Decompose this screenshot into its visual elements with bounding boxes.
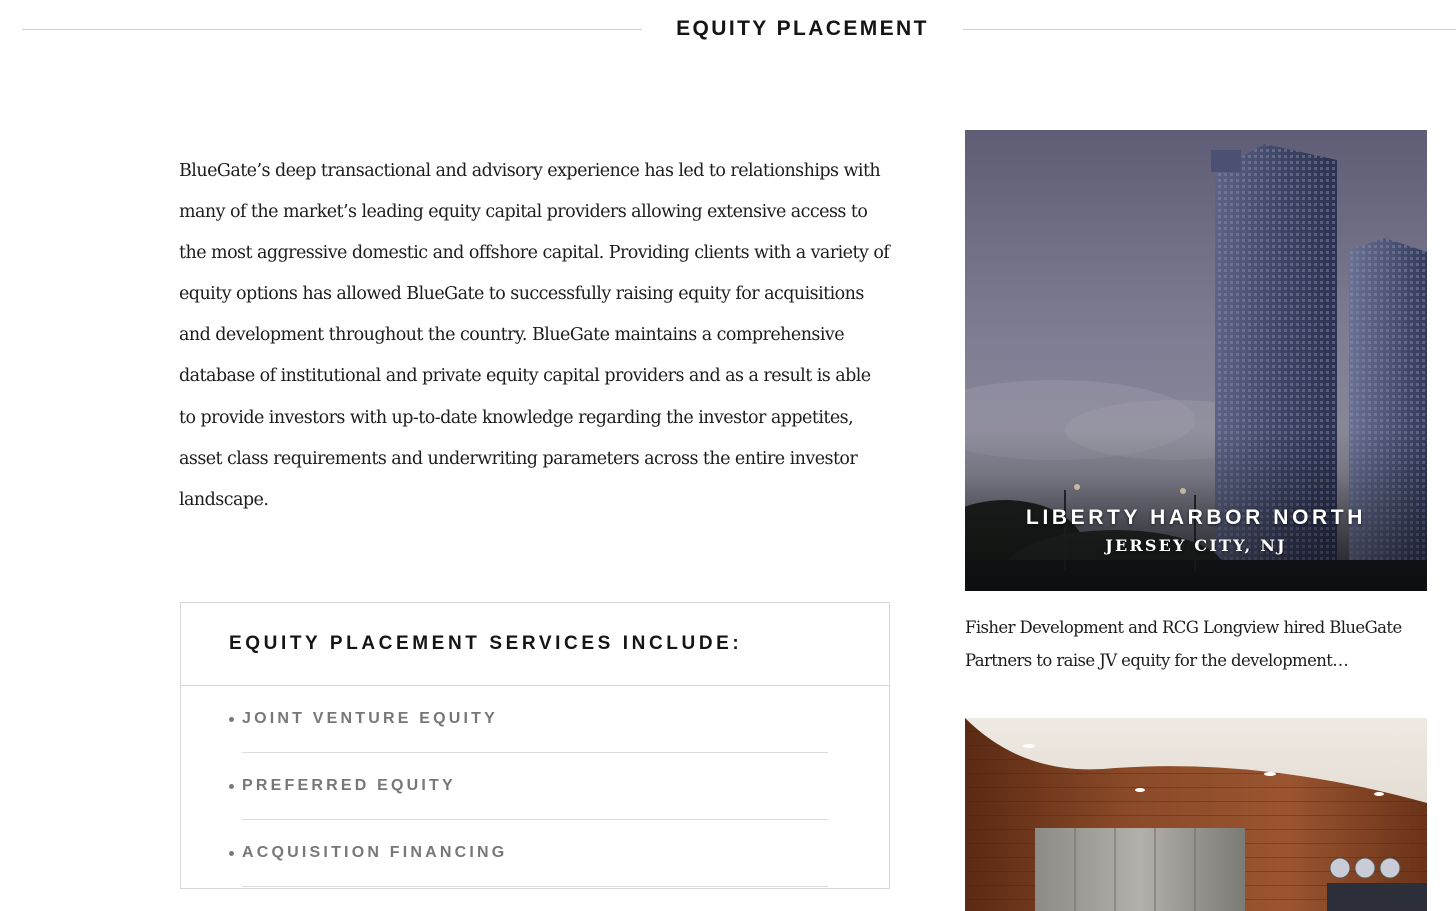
service-item (242, 686, 828, 753)
service-item (242, 753, 828, 820)
service-item (242, 820, 828, 887)
service-label: ACQUISITION FINANCING (242, 844, 508, 861)
bullet-icon (229, 851, 234, 856)
header-divider-right (963, 29, 1456, 30)
service-label: JOINT VENTURE EQUITY (242, 710, 499, 727)
bullet-icon (229, 784, 234, 789)
lobby-photo (965, 718, 1427, 911)
intro-paragraph: BlueGate’s deep transactional and advisory experience has led to relationships with many of the market’s leading equity capital providers allowing extensive access to the most aggressive domestic and offshore capital. Providing clients with a variety of equity options has allowed BlueGate to successfully raising equity for acquisitions and development throughout the country. BlueGate maintains a comprehensive database of institutional and private equity capital providers and as a result is able to provide investors with up-to-date knowledge regarding the investor appetites, asset class requirements and underwriting parameters across the entire investor landscape. (179, 161, 890, 510)
project-name: LIBERTY HARBOR NORTH (1026, 506, 1366, 529)
project-card-image-2[interactable] (965, 718, 1427, 911)
services-box (180, 602, 890, 889)
project-caption[interactable]: Fisher Development and RCG Longview hired BlueGate Partners to raise JV equity for the development… (965, 618, 1402, 670)
section-title: EQUITY PLACEMENT (676, 17, 929, 40)
section-header (0, 0, 1456, 60)
bullet-icon (229, 717, 234, 722)
project-location: JERSEY CITY, NJ (1105, 536, 1287, 555)
services-list (181, 686, 889, 887)
project-card-image[interactable] (965, 130, 1427, 591)
services-heading: EQUITY PLACEMENT SERVICES INCLUDE: (181, 603, 889, 686)
service-label: PREFERRED EQUITY (242, 777, 456, 794)
header-divider-left (22, 29, 642, 30)
